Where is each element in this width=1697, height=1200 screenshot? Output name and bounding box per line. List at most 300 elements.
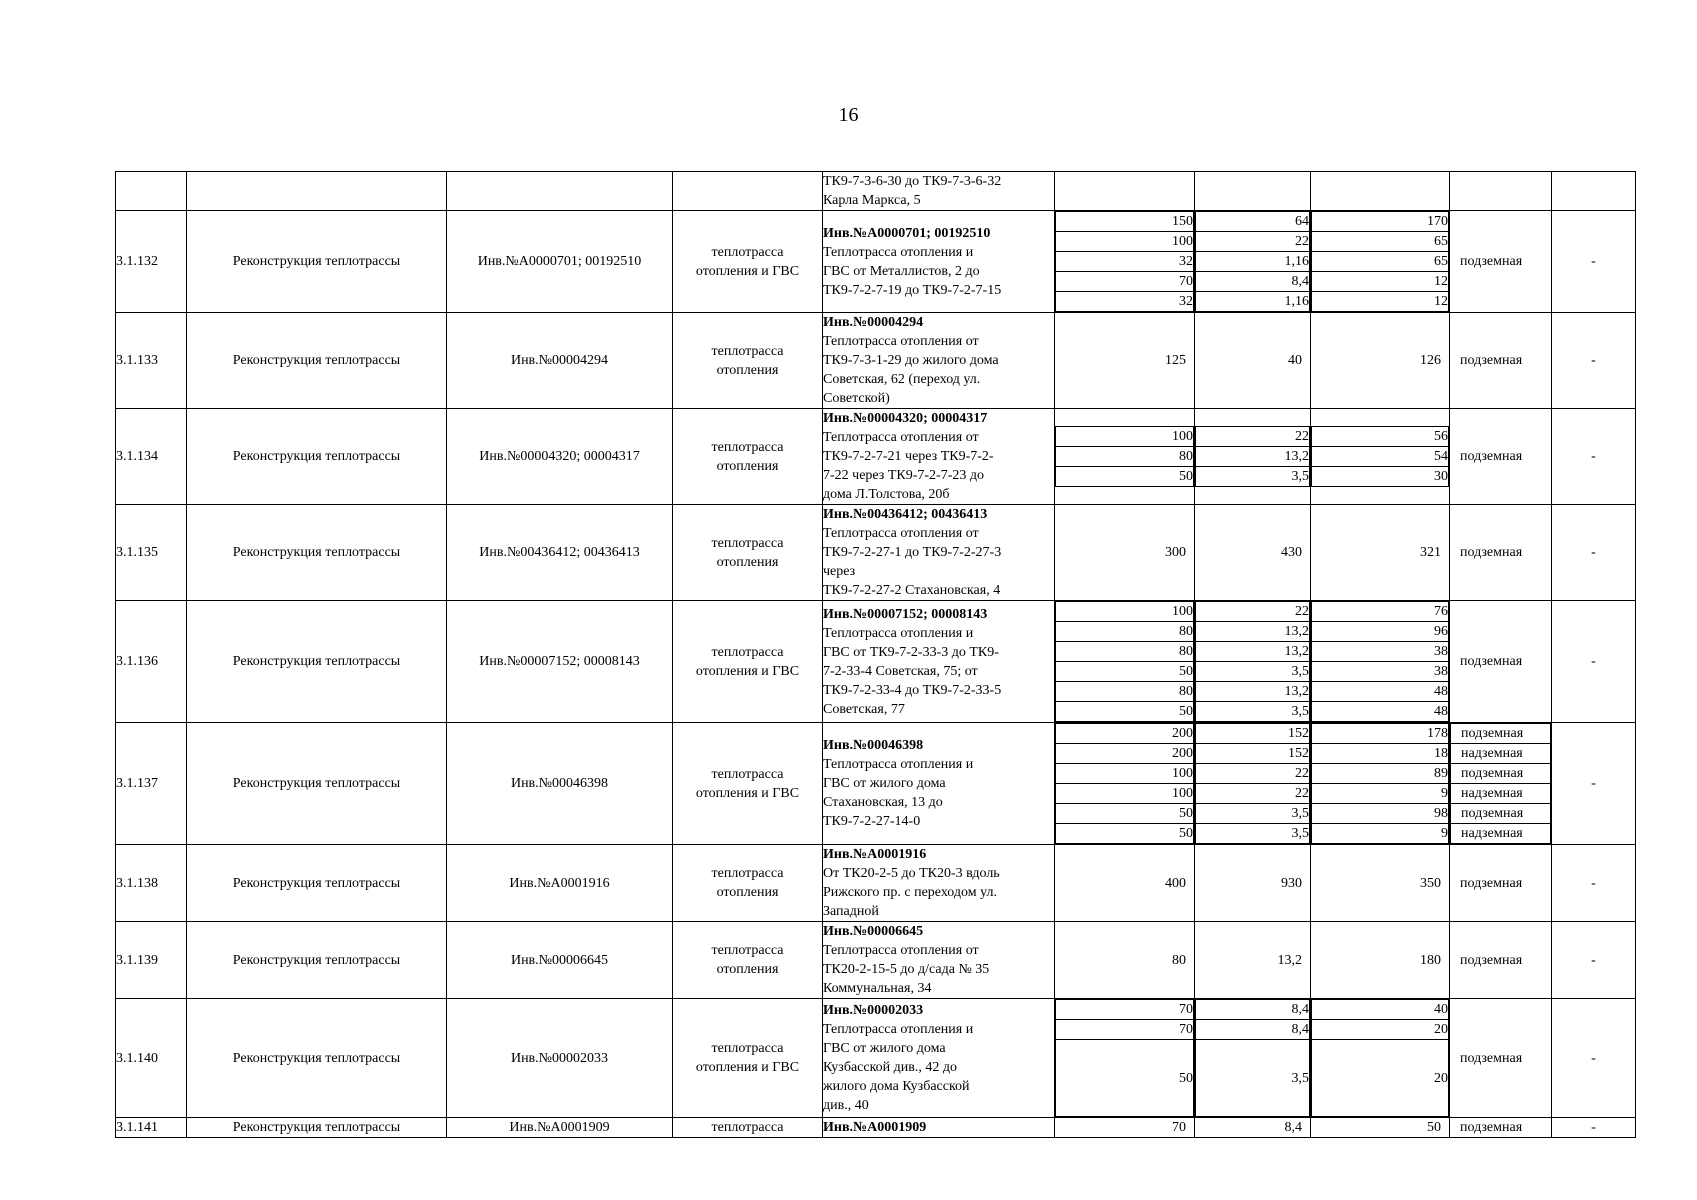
length-value: 152 — [1196, 724, 1310, 744]
sub-row — [1196, 784, 1310, 804]
description-line: Коммунальная, 34 — [823, 981, 932, 996]
sub-row — [1056, 602, 1194, 622]
sub-table — [1311, 723, 1449, 844]
diameter-value: 80 — [1056, 622, 1194, 642]
laying-type: подземная — [1450, 601, 1552, 723]
diameter-value: 100 — [1056, 427, 1194, 447]
description-line: Советская, 77 — [823, 701, 905, 717]
page-number: 16 — [838, 104, 859, 126]
sub-row — [1451, 824, 1551, 844]
sub-row — [1196, 252, 1310, 272]
description-line: ТК9-7-3-6-30 до ТК9-7-3-6-32 — [823, 174, 1002, 189]
sub-row — [1196, 212, 1310, 232]
sub-row — [1056, 447, 1194, 467]
object-type-line: отопления и ГВС — [695, 263, 800, 279]
laying-type: надземная — [1451, 744, 1551, 764]
cost-value: 76 — [1312, 602, 1449, 622]
work-name: Реконструкция теплотрассы — [187, 845, 447, 922]
length-values — [1195, 723, 1311, 845]
work-name: Реконструкция теплотрассы — [187, 409, 447, 505]
length-values — [1195, 211, 1311, 313]
description-inventory: Инв.№А0001909 — [823, 1120, 927, 1135]
description-line: Советской) — [823, 391, 890, 406]
laying-type: подземная — [1450, 409, 1552, 505]
cost-value: 65 — [1312, 232, 1449, 252]
cost-value: 9 — [1312, 784, 1449, 804]
description-line: ТК9-7-3-1-29 до жилого дома — [823, 353, 999, 368]
sub-row — [1056, 784, 1194, 804]
note-dash: - — [1552, 922, 1636, 999]
length-value: 3,5 — [1196, 804, 1310, 824]
description-line: Теплотрасса отопления и — [823, 757, 974, 772]
object-type-line: отопления и ГВС — [695, 663, 800, 679]
diameter-value: 150 — [1056, 212, 1194, 232]
sub-row — [1196, 272, 1310, 292]
cost-values — [1311, 999, 1450, 1118]
work-name: Реконструкция теплотрассы — [187, 313, 447, 409]
object-type — [673, 601, 823, 723]
description-line: ТК9-7-2-7-21 через ТК9-7-2- — [823, 449, 994, 464]
laying-type: подземная — [1450, 999, 1552, 1118]
sub-row — [1312, 602, 1449, 622]
sub-row — [1312, 427, 1449, 447]
laying-type: надземная — [1451, 824, 1551, 844]
object-type-line: теплотрасса — [711, 766, 784, 782]
diameter-values — [1055, 999, 1195, 1118]
inventory-number: Инв.№00046398 — [447, 723, 673, 845]
object-description — [823, 1118, 1055, 1138]
description-line: Рижского пр. с переходом ул. — [823, 885, 997, 900]
sub-row — [1056, 622, 1194, 642]
cost-value: 18 — [1312, 744, 1449, 764]
sub-row — [1056, 682, 1194, 702]
length-value: 3,5 — [1196, 702, 1310, 722]
cost-values — [1311, 723, 1450, 845]
note-dash: - — [1552, 999, 1636, 1118]
inventory-number: Инв.№00004294 — [447, 313, 673, 409]
length-value: 3,5 — [1196, 662, 1310, 682]
object-description — [823, 845, 1055, 922]
description-line: Теплотрасса отопления и — [823, 625, 974, 641]
sub-row — [1312, 292, 1449, 312]
object-type-line: теплотрасса — [711, 535, 784, 551]
description-line: Советская, 62 (переход ул. — [823, 372, 981, 387]
sub-row — [1312, 744, 1449, 764]
cost-value: 126 — [1311, 313, 1450, 409]
description-inventory: Инв.№00007152; 00008143 — [823, 606, 988, 622]
diameter-value: 100 — [1056, 602, 1194, 622]
sub-row — [1196, 467, 1310, 487]
description-line: Теплотрасса отопления и — [823, 244, 974, 260]
sub-row — [1312, 467, 1449, 487]
table-row — [116, 922, 1636, 999]
sub-row — [1056, 702, 1194, 722]
object-description — [823, 922, 1055, 999]
object-type — [673, 409, 823, 505]
description-line: ТК20-2-15-5 до д/сада № 35 — [823, 962, 990, 977]
length-value: 40 — [1195, 313, 1311, 409]
sub-table — [1055, 999, 1194, 1117]
sub-table — [1055, 601, 1194, 722]
diameter-value: 80 — [1055, 922, 1195, 999]
description-line: Западной — [823, 904, 879, 919]
sub-row — [1056, 1000, 1194, 1020]
cost-value: 12 — [1312, 292, 1449, 312]
sub-row — [1196, 1000, 1310, 1020]
laying-type: подземная — [1451, 804, 1551, 824]
object-type — [673, 505, 823, 601]
cost-value: 98 — [1312, 804, 1449, 824]
length-value: 8,4 — [1195, 1118, 1311, 1138]
sub-row — [1312, 622, 1449, 642]
sub-row — [1451, 764, 1551, 784]
sub-row — [1312, 212, 1449, 232]
table-row — [116, 845, 1636, 922]
diameter-values — [1055, 211, 1195, 313]
continued-row — [116, 172, 1636, 211]
sub-row — [1196, 702, 1310, 722]
laying-type: подземная — [1451, 764, 1551, 784]
item-number: 3.1.136 — [116, 601, 187, 723]
diameter-value: 50 — [1056, 804, 1194, 824]
diameter-value: 32 — [1056, 292, 1194, 312]
description-line: Теплотрасса отопления от — [823, 334, 979, 349]
length-value: 1,16 — [1196, 292, 1310, 312]
table-row — [116, 999, 1636, 1118]
cost-values — [1311, 211, 1450, 313]
laying-type: надземная — [1451, 784, 1551, 804]
object-type-line: теплотрасса — [711, 1041, 784, 1056]
item-number: 3.1.133 — [116, 313, 187, 409]
diameter-value: 400 — [1055, 845, 1195, 922]
length-value: 430 — [1195, 505, 1311, 601]
length-value: 152 — [1196, 744, 1310, 764]
sub-row — [1056, 427, 1194, 447]
sub-row — [1312, 272, 1449, 292]
sub-row — [1312, 642, 1449, 662]
sub-row — [1056, 824, 1194, 844]
diameter-value: 50 — [1056, 467, 1194, 487]
item-number: 3.1.137 — [116, 723, 187, 845]
length-value: 8,4 — [1196, 272, 1310, 292]
object-type — [673, 723, 823, 845]
inventory-number: Инв.№А0000701; 00192510 — [447, 211, 673, 313]
laying-type: подземная — [1450, 845, 1552, 922]
note-dash: - — [1552, 409, 1636, 505]
sub-row — [1196, 642, 1310, 662]
diameter-value: 32 — [1056, 252, 1194, 272]
sub-table — [1311, 999, 1449, 1117]
inventory-number: Инв.№А0001909 — [447, 1118, 673, 1138]
inventory-number: Инв.№00002033 — [447, 999, 673, 1118]
sub-row — [1196, 232, 1310, 252]
continued-description — [823, 172, 1055, 211]
description-inventory: Инв.№00046398 — [823, 738, 924, 753]
sub-row — [1196, 744, 1310, 764]
sub-row — [1451, 784, 1551, 804]
length-value: 22 — [1196, 784, 1310, 804]
sub-row — [1196, 824, 1310, 844]
object-description — [823, 999, 1055, 1118]
length-value: 64 — [1196, 212, 1310, 232]
diameter-value: 80 — [1056, 447, 1194, 467]
sub-row — [1056, 642, 1194, 662]
length-values — [1195, 409, 1311, 505]
length-value: 3,5 — [1196, 1040, 1310, 1117]
diameter-value: 80 — [1056, 642, 1194, 662]
item-number: 3.1.140 — [116, 999, 187, 1118]
object-type-line: теплотрасса — [711, 644, 784, 660]
object-description — [823, 409, 1055, 505]
note-dash: - — [1552, 601, 1636, 723]
table-row — [116, 505, 1636, 601]
sub-row — [1056, 724, 1194, 744]
description-line: ТК9-7-2-27-1 до ТК9-7-2-27-3 — [823, 545, 1002, 560]
description-line: Теплотрасса отопления от — [823, 430, 979, 445]
sub-row — [1196, 447, 1310, 467]
object-description — [823, 723, 1055, 845]
sub-row — [1056, 272, 1194, 292]
sub-row — [1056, 764, 1194, 784]
object-type — [673, 313, 823, 409]
sub-row — [1312, 784, 1449, 804]
diameter-value: 70 — [1056, 1020, 1194, 1040]
object-type-line: теплотрасса — [711, 439, 784, 455]
sub-row — [1056, 467, 1194, 487]
length-value: 8,4 — [1196, 1000, 1310, 1020]
cost-values — [1311, 409, 1450, 505]
length-value: 930 — [1195, 845, 1311, 922]
cost-value: 170 — [1312, 212, 1449, 232]
sub-row — [1312, 804, 1449, 824]
description-line: через — [823, 564, 856, 579]
length-value: 13,2 — [1196, 447, 1310, 467]
object-type-line: теплотрасса — [711, 866, 784, 881]
sub-table — [1055, 426, 1194, 487]
sub-row — [1196, 764, 1310, 784]
sub-row — [1312, 764, 1449, 784]
object-description — [823, 601, 1055, 723]
description-line: ГВС от Металлистов, 2 до — [823, 263, 980, 279]
sub-row — [1196, 724, 1310, 744]
laying-type: подземная — [1451, 724, 1551, 744]
object-description — [823, 211, 1055, 313]
length-value: 22 — [1196, 427, 1310, 447]
sub-row — [1312, 724, 1449, 744]
sub-table — [1450, 723, 1551, 844]
sub-row — [1196, 1040, 1310, 1117]
sub-row — [1312, 1000, 1449, 1020]
inventory-number: Инв.№А0001916 — [447, 845, 673, 922]
item-number: 3.1.132 — [116, 211, 187, 313]
sub-table — [1311, 601, 1449, 722]
cost-value: 20 — [1312, 1020, 1449, 1040]
description-inventory: Инв.№00002033 — [823, 1003, 924, 1018]
cost-value: 54 — [1312, 447, 1449, 467]
cost-value: 9 — [1312, 824, 1449, 844]
length-value: 1,16 — [1196, 252, 1310, 272]
work-name: Реконструкция теплотрассы — [187, 999, 447, 1118]
sub-row — [1056, 804, 1194, 824]
cost-value: 30 — [1312, 467, 1449, 487]
laying-type: подземная — [1450, 1118, 1552, 1138]
cost-value: 48 — [1312, 682, 1449, 702]
description-line: ГВС от ТК9-7-2-33-3 до ТК9- — [823, 644, 999, 660]
description-line: дома Л.Толстова, 20б — [823, 487, 950, 502]
object-type — [673, 211, 823, 313]
description-line: жилого дома Кузбасской — [823, 1079, 970, 1094]
sub-row — [1451, 804, 1551, 824]
diameter-values — [1055, 409, 1195, 505]
sub-row — [1056, 252, 1194, 272]
object-type-line: теплотрасса — [711, 943, 784, 958]
cost-value: 38 — [1312, 662, 1449, 682]
sub-row — [1056, 662, 1194, 682]
cost-value: 56 — [1312, 427, 1449, 447]
note-dash: - — [1552, 505, 1636, 601]
length-value: 3,5 — [1196, 824, 1310, 844]
cost-value: 48 — [1312, 702, 1449, 722]
sub-row — [1312, 232, 1449, 252]
description-line: Теплотрасса отопления от — [823, 943, 979, 958]
sub-row — [1196, 427, 1310, 447]
inventory-number: Инв.№00004320; 00004317 — [447, 409, 673, 505]
cost-value: 20 — [1312, 1040, 1449, 1117]
description-line: От ТК20-2-5 до ТК20-3 вдоль — [823, 866, 1000, 881]
diameter-value: 200 — [1056, 744, 1194, 764]
diameter-values — [1055, 601, 1195, 723]
sub-row — [1312, 1040, 1449, 1117]
sub-row — [1312, 252, 1449, 272]
object-description — [823, 505, 1055, 601]
diameter-value: 50 — [1056, 702, 1194, 722]
table-row — [116, 601, 1636, 723]
object-description — [823, 313, 1055, 409]
sub-table — [1055, 211, 1194, 312]
object-type — [673, 845, 823, 922]
length-value: 22 — [1196, 764, 1310, 784]
description-line: 7-22 через ТК9-7-2-7-23 до — [823, 468, 984, 483]
pipeline-reconstruction-table — [115, 171, 1636, 1138]
diameter-value: 125 — [1055, 313, 1195, 409]
work-name: Реконструкция теплотрассы — [187, 601, 447, 723]
item-number: 3.1.135 — [116, 505, 187, 601]
note-dash: - — [1552, 845, 1636, 922]
length-values — [1195, 999, 1311, 1118]
description-inventory: Инв.№А0000701; 00192510 — [823, 225, 991, 241]
diameter-value: 50 — [1056, 662, 1194, 682]
item-number: 3.1.134 — [116, 409, 187, 505]
inventory-number: Инв.№00006645 — [447, 922, 673, 999]
sub-table — [1311, 211, 1449, 312]
work-name: Реконструкция теплотрассы — [187, 1118, 447, 1138]
sub-row — [1451, 744, 1551, 764]
diameter-value: 50 — [1056, 1040, 1194, 1117]
diameter-value: 100 — [1056, 232, 1194, 252]
cost-value: 12 — [1312, 272, 1449, 292]
object-type-line: теплотрасса — [711, 1120, 784, 1135]
sub-row — [1196, 682, 1310, 702]
sub-row — [1196, 622, 1310, 642]
diameter-values — [1055, 723, 1195, 845]
sub-row — [1056, 1020, 1194, 1040]
description-inventory: Инв.№00006645 — [823, 924, 924, 939]
note-dash: - — [1552, 723, 1636, 845]
table-row — [116, 409, 1636, 505]
description-line: ТК9-7-2-33-4 до ТК9-7-2-33-5 — [823, 682, 1002, 698]
table-row — [116, 313, 1636, 409]
object-type-line: отопления и ГВС — [695, 1060, 800, 1075]
laying-type: подземная — [1450, 313, 1552, 409]
diameter-value: 70 — [1055, 1118, 1195, 1138]
diameter-value: 70 — [1056, 272, 1194, 292]
sub-row — [1196, 1020, 1310, 1040]
object-type-line: отопления и ГВС — [695, 785, 800, 801]
description-line: ГВС от жилого дома — [823, 1041, 946, 1056]
sub-row — [1196, 804, 1310, 824]
description-inventory: Инв.№00436412; 00436413 — [823, 507, 988, 522]
description-line: Теплотрасса отопления от — [823, 526, 979, 541]
cost-value: 38 — [1312, 642, 1449, 662]
work-name: Реконструкция теплотрассы — [187, 211, 447, 313]
sub-table — [1195, 723, 1310, 844]
description-line: Карла Маркса, 5 — [823, 193, 921, 208]
work-name: Реконструкция теплотрассы — [187, 922, 447, 999]
object-type-line: отопления — [716, 962, 779, 977]
table-row — [116, 211, 1636, 313]
diameter-value: 50 — [1056, 824, 1194, 844]
note-dash: - — [1552, 211, 1636, 313]
description-line: ТК9-7-2-7-19 до ТК9-7-2-7-15 — [823, 282, 1002, 298]
cost-value: 180 — [1311, 922, 1450, 999]
object-type-line: отопления — [716, 362, 779, 378]
description-line: ТК9-7-2-27-14-0 — [823, 814, 921, 829]
cost-value: 96 — [1312, 622, 1449, 642]
sub-row — [1312, 1020, 1449, 1040]
diameter-value: 200 — [1056, 724, 1194, 744]
note-dash: - — [1552, 313, 1636, 409]
length-value: 13,2 — [1195, 922, 1311, 999]
cost-values — [1311, 601, 1450, 723]
description-line: ГВС от жилого дома — [823, 776, 946, 791]
length-value: 22 — [1196, 602, 1310, 622]
diameter-value: 100 — [1056, 764, 1194, 784]
laying-column — [1450, 723, 1552, 845]
cost-value: 50 — [1311, 1118, 1450, 1138]
sub-row — [1196, 602, 1310, 622]
inventory-number: Инв.№00007152; 00008143 — [447, 601, 673, 723]
sub-row — [1451, 724, 1551, 744]
description-line: Кузбасской див., 42 до — [823, 1060, 958, 1075]
description-inventory: Инв.№А0001916 — [823, 847, 927, 862]
description-line: Теплотрасса отопления и — [823, 1022, 974, 1037]
sub-row — [1196, 292, 1310, 312]
length-value: 13,2 — [1196, 682, 1310, 702]
diameter-value: 300 — [1055, 505, 1195, 601]
object-type — [673, 922, 823, 999]
length-value: 22 — [1196, 232, 1310, 252]
object-type — [673, 999, 823, 1118]
sub-row — [1056, 292, 1194, 312]
cost-value: 89 — [1312, 764, 1449, 784]
object-type-line: отопления — [716, 554, 779, 570]
object-type-line: отопления — [716, 885, 779, 900]
cost-value: 65 — [1312, 252, 1449, 272]
sub-row — [1312, 447, 1449, 467]
sub-row — [1056, 744, 1194, 764]
description-line: Стахановская, 13 до — [823, 795, 943, 810]
sub-table — [1195, 211, 1310, 312]
